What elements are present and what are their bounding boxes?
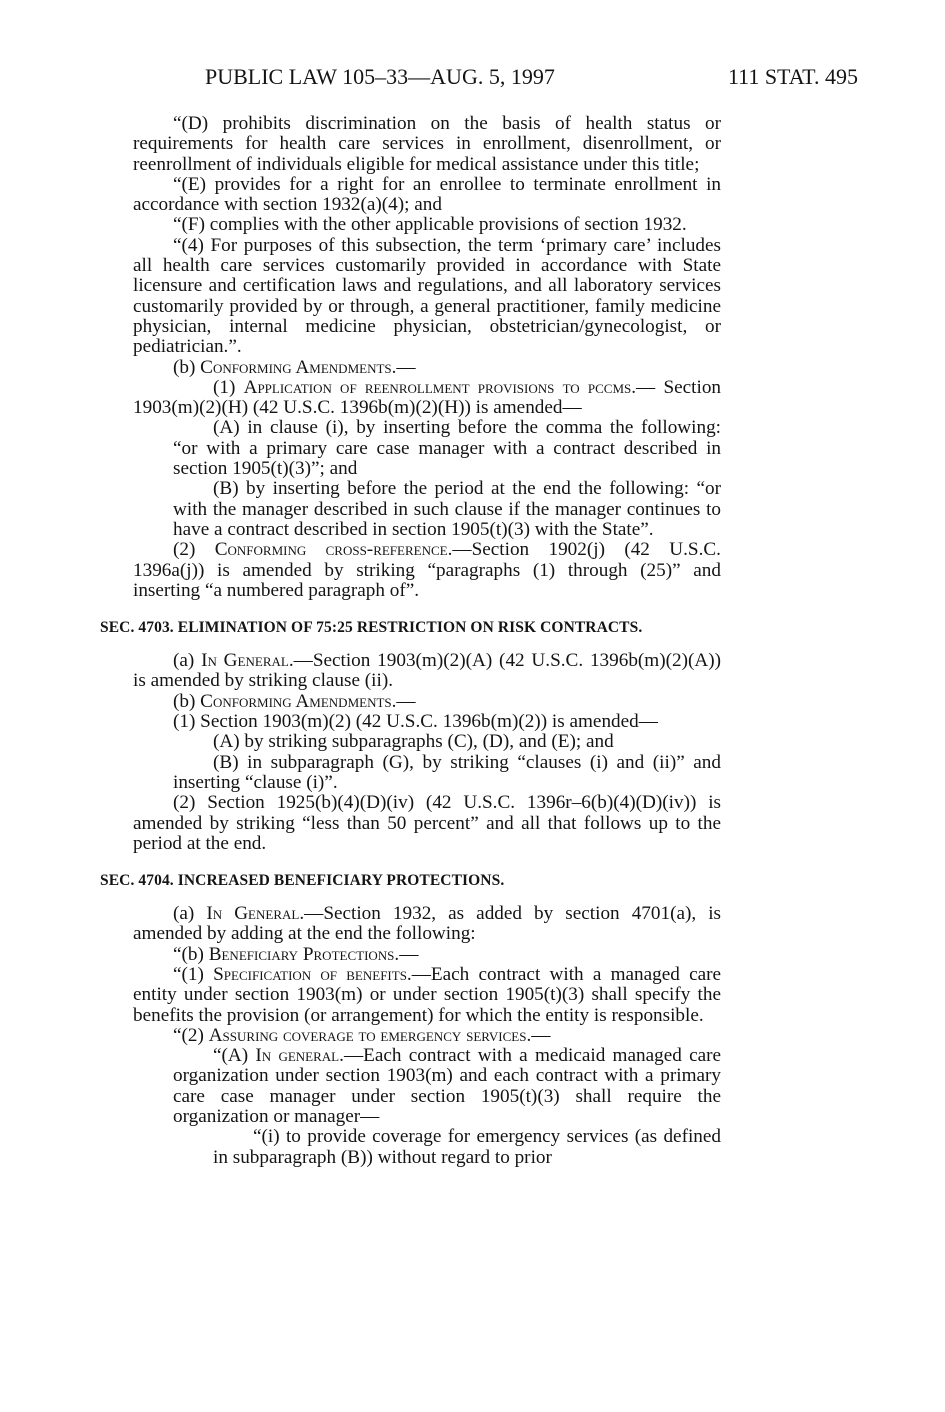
sec4704-a: (a) In General.—Section 1932, as added by section 4701(a), is amended by adding at the end the following:: [133, 903, 722, 945]
header-stat-page: 111 STAT. 495: [727, 64, 858, 89]
para-b1-A: (A) in clause (i), by inserting before the comma the following: “or with a primary care case manager with a contract described in section 1905(t)(3)”; and: [173, 417, 721, 480]
para-e: “(E) provides for a right for an enrollee to terminate enrollment in accordance with section 1932(a)(4); and: [133, 173, 721, 216]
sec4703-a: (a) In General.—Section 1903(m)(2)(A) (42 U.S.C. 1396b(m)(2)(A)) is amended by striking clause (ii).: [133, 650, 722, 692]
sec4704-b2-A-i: “(i) to provide coverage for emergency services (as defined in subparagraph (B)) without regard to prior: [213, 1126, 721, 1168]
sec4703-b1: (1) Section 1903(m)(2) (42 U.S.C. 1396b(m)(2)) is amended—: [173, 711, 658, 733]
para-b2: (2) Conforming cross-reference.—Section 1902(j) (42 U.S.C. 1396a(j)) is amended by striking “paragraphs (1) through (25)” and inserting “a numbered paragraph of”.: [133, 539, 721, 601]
body-text: [100, 113, 722, 1168]
sec4703-b1-B: (B) in subparagraph (G), by striking “clauses (i) and (ii)” and inserting “clause (i)”.: [173, 751, 721, 793]
sec4704-b2-heading: “(2) Assuring coverage to emergency services.—: [173, 1024, 551, 1046]
section-4703-heading: SEC. 4703. ELIMINATION OF 75:25 RESTRICTION ON RISK CONTRACTS.: [100, 619, 643, 637]
para-b1-B: (B) by inserting before the period at the end the following: “or with the manager described in such clause if the manager continues to have a contract described in section 1905(t)(3) with the State”.: [173, 478, 721, 540]
para-b1: (1) Application of reenrollment provisions to pccms.— Section 1903(m)(2)(H) (42 U.S.C. 1396b(m)(2)(H)) is amended—: [133, 376, 722, 419]
sec4704-b-heading: “(b) Beneficiary Protections.—: [173, 943, 419, 965]
para-f: “(F) complies with the other applicable provisions of section 1932.: [173, 214, 687, 236]
section-4704-heading: SEC. 4704. INCREASED BENEFICIARY PROTECTIONS.: [100, 872, 505, 890]
sec4703-b-heading: (b) Conforming Amendments.—: [173, 690, 416, 712]
header-title: PUBLIC LAW 105–33—AUG. 5, 1997: [205, 64, 555, 89]
sec4703-b2: (2) Section 1925(b)(4)(D)(iv) (42 U.S.C. 1396r–6(b)(4)(D)(iv)) is amended by striking “less than 50 percent” and all that follows up to the period at the end.: [133, 792, 721, 854]
para-4-primary-care: “(4) For purposes of this subsection, the term ‘primary care’ includes all health care services customarily provided in accordance with State licensure and certification laws and regulations, and all laboratory services customarily provided by or through, a general practitioner, family medicine physician, internal medicine physician, obstetrician/gynecologist, or pediatrician.”.: [133, 234, 721, 358]
sec4703-b1-A: (A) by striking subparagraphs (C), (D), and (E); and: [213, 731, 614, 753]
running-header: [133, 64, 858, 96]
para-d: “(D) prohibits discrimination on the basis of health status or requirements for health care services in enrollment, disenrollment, or reenrollment of individuals eligible for medical assistance under this title;: [133, 113, 721, 175]
sec4704-b1: “(1) Specification of benefits.—Each contract with a managed care entity under section 1903(m) or under section 1905(t)(3) shall specify the benefits the provision (or arrangement) for which the entity is responsible.: [133, 963, 722, 1026]
sec4704-b2-A: “(A) In general.—Each contract with a medicaid managed care organization under section 1903(m) and each contract with a primary care case manager under section 1905(t)(3) shall require the organization or manager—: [173, 1045, 722, 1128]
subsection-b-heading: (b) Conforming Amendments.—: [173, 356, 416, 378]
